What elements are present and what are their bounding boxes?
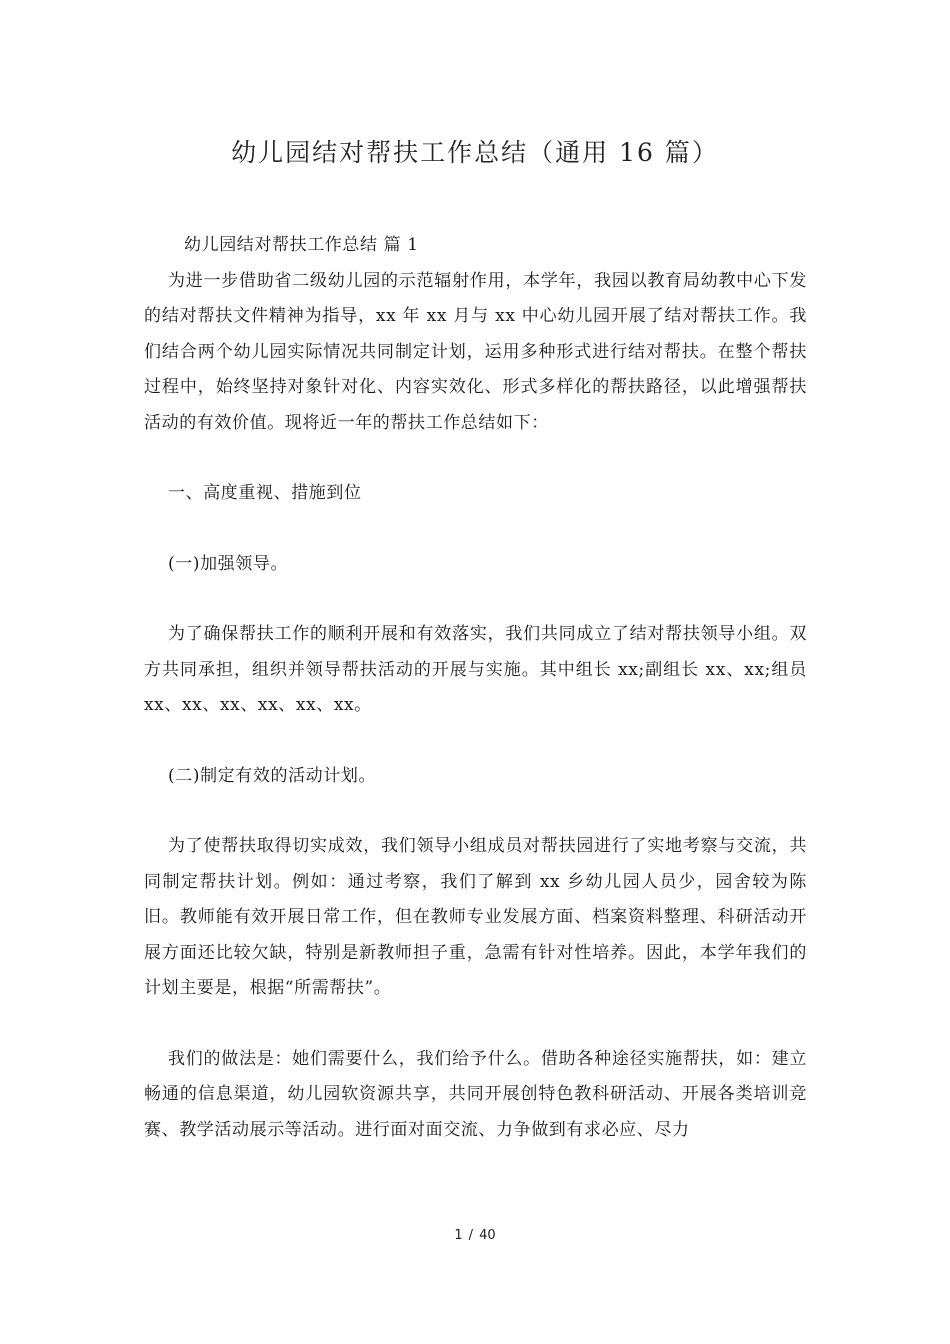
paragraph-intro: 为进一步借助省二级幼儿园的示范辐射作用，本学年，我园以教育局幼教中心下发的结对帮扶文件精神为指导，xx 年 xx 月与 xx 中心幼儿园开展了结对帮扶工作。我们结合两个幼儿园实际情况共同制定计划，运用多种形式进行结对帮扶。在整个帮扶过程中，始终坚持对象针对化、内容实效化、形式多样化的帮扶路径，以此增强帮扶活动的有效价值。现将近一年的帮扶工作总结如下： (144, 270, 807, 433)
document-body (144, 228, 807, 1148)
heading-level-1: 一、高度重视、措施到位 (168, 483, 362, 503)
total-pages-number: 40 (479, 1228, 496, 1243)
section-title: 幼儿园结对帮扶工作总结 篇 1 (184, 235, 419, 255)
page-separator: / (468, 1228, 474, 1243)
document-title: 幼儿园结对帮扶工作总结（通用 16 篇） (231, 138, 719, 167)
current-page-number: 1 (454, 1228, 463, 1243)
page-number-footer (0, 1228, 950, 1243)
paragraph-plan: 为了使帮扶取得切实成效，我们领导小组成员对帮扶园进行了实地考察与交流，共同制定帮扶计划。例如：通过考察，我们了解到 xx 乡幼儿园人员少，园舍较为陈旧。教师能有效开展日常工作，但在教师专业发展方面、档案资料整理、科研活动开展方面还比较欠缺，特别是新教师担子重，急需有针对性培养。因此，本学年我们的计划主要是，根据“所需帮扶”。 (144, 836, 807, 998)
paragraph-method: 我们的做法是：她们需要什么，我们给予什么。借助各种途径实施帮扶，如：建立畅通的信息渠道，幼儿园软资源共享，共同开展创特色教科研活动、开展各类培训竞赛、教学活动展示等活动。进行面对面交流、力争做到有求必应、尽力 (144, 1048, 807, 1140)
heading-level-2-leadership: (一)加强领导。 (168, 553, 289, 574)
heading-level-2-plan: (二)制定有效的活动计划。 (168, 765, 377, 786)
paragraph-leadership: 为了确保帮扶工作的顺利开展和有效落实，我们共同成立了结对帮扶领导小组。双方共同承担，组织并领导帮扶活动的开展与实施。其中组长 xx;副组长 xx、xx;组员 xx、xx、xx、xx、xx、xx。 (144, 624, 807, 715)
